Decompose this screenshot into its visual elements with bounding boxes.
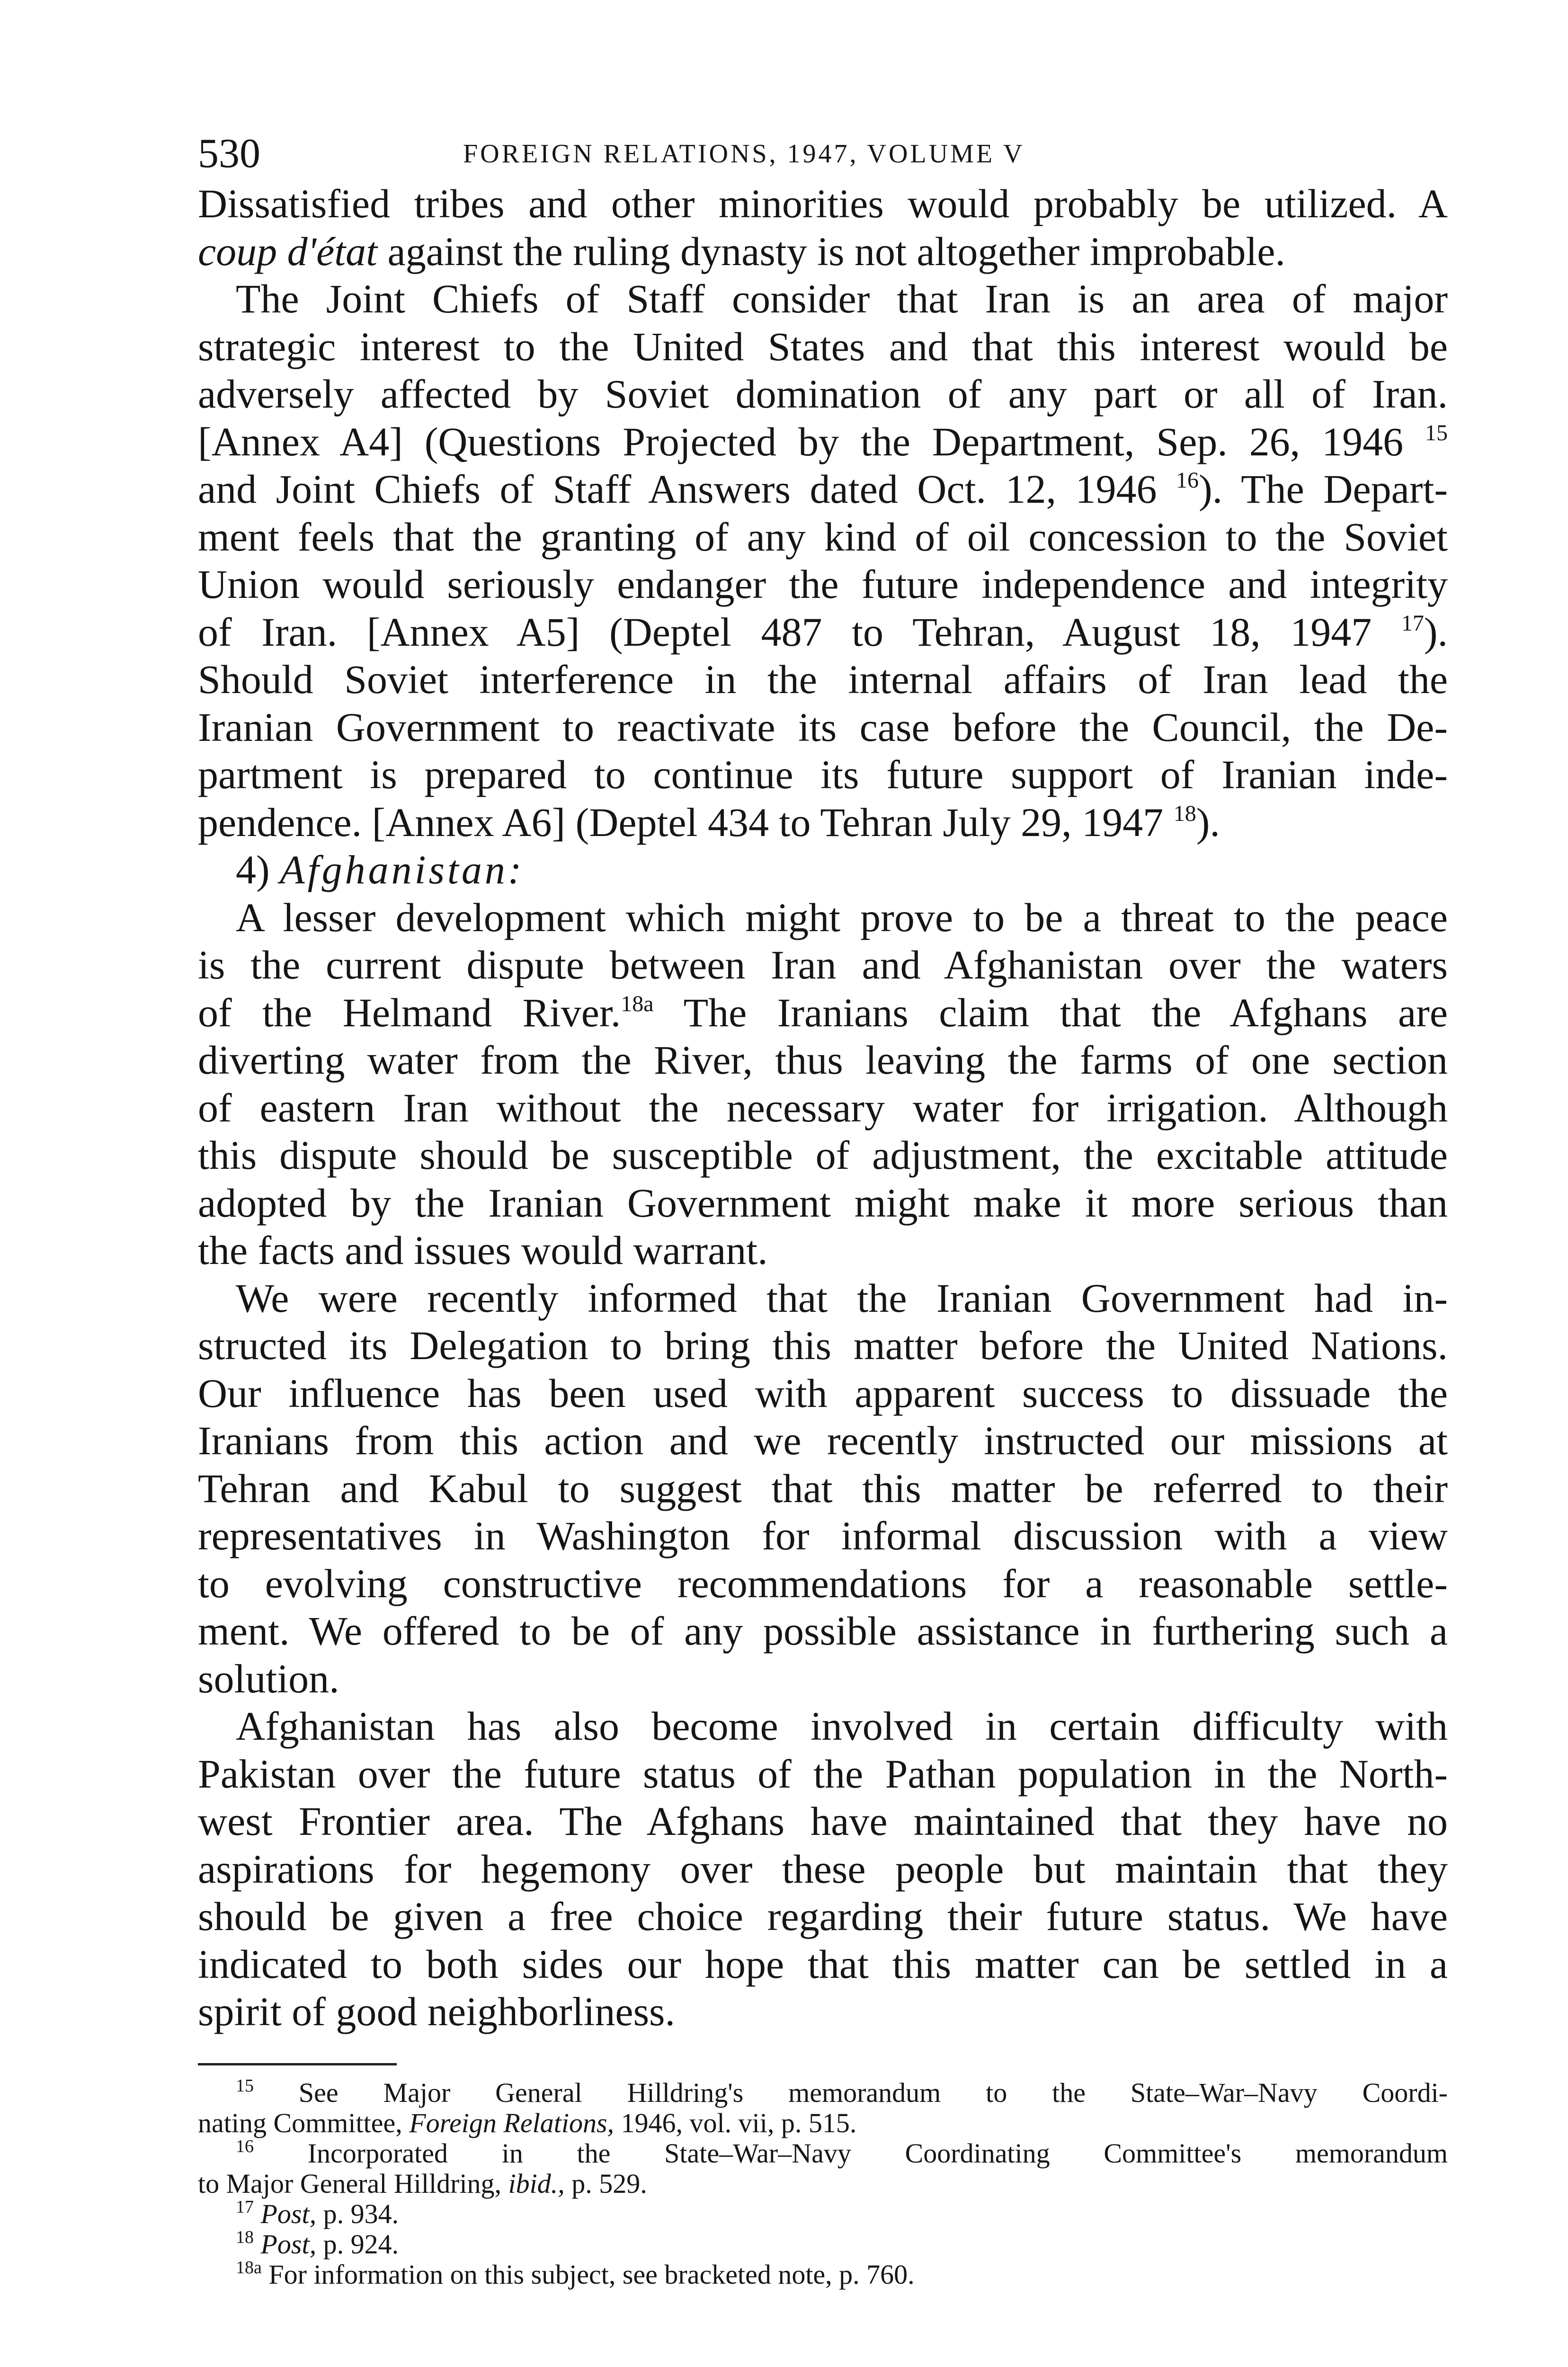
text-line: ment feels that the granting of any kind of oil concession to the Soviet [198, 514, 1448, 560]
text-span: of Iran. [Annex A5] (Deptel 487 to Tehran, August 18, 1947 [198, 609, 1372, 655]
text-span: ). The Depart- [1199, 466, 1448, 512]
footnote-text: p. 924. [316, 2228, 399, 2260]
footnote-ref: 15 [1425, 420, 1448, 445]
text-line: solution. [198, 1655, 339, 1701]
text-line: partment is prepared to continue its future support of Iranian inde- [198, 752, 1448, 797]
footnote-17 [198, 2199, 1448, 2229]
footnote-italic: Foreign Relations, [409, 2107, 615, 2138]
text-line: A lesser development which might prove to be a threat to the peace [236, 894, 1448, 940]
footnote-text: p. 529. [564, 2168, 647, 2199]
paragraph-tribes [198, 180, 1448, 275]
text-line: diverting water from the River, thus leaving the farms of one section [198, 1037, 1448, 1083]
text-line: Should Soviet interference in the internal affairs of Iran lead the [198, 657, 1448, 702]
body-text [198, 180, 1448, 2036]
text-span: of the Helmand River. [198, 989, 621, 1035]
text-line: this dispute should be susceptible of adjustment, the excitable attitude [198, 1132, 1448, 1178]
text-line: Union would seriously endanger the future independence and integrity [198, 561, 1448, 607]
footnote-text: to Major General Hilldring, [198, 2168, 508, 2199]
footnote-18 [198, 2229, 1448, 2260]
footnote-line [198, 2075, 1448, 2108]
footnote-16 [198, 2138, 1448, 2199]
section-heading-afghanistan [198, 846, 1448, 894]
document-page [198, 128, 1448, 2290]
page-header [198, 128, 1448, 180]
footnote-text: 1946, vol. vii, p. 515. [614, 2107, 857, 2138]
text-line: Pakistan over the future status of the Pathan population in the North- [198, 1751, 1448, 1797]
footnote-text: nating Committee, [198, 2107, 410, 2138]
text-line: strategic interest to the United States and that this interest would be [198, 323, 1448, 369]
page-number: 530 [198, 131, 260, 177]
text-line: is the current dispute between Iran and Afghanistan over the waters [198, 942, 1448, 988]
text-line [198, 228, 1448, 276]
text-line: west Frontier area. The Afghans have maintained that they have no [198, 1798, 1448, 1844]
footnote-mark: 17 [236, 2197, 254, 2217]
text-span: [Annex A4] (Questions Projected by the Department, Sep. 26, 1946 [198, 418, 1404, 464]
text-line [198, 418, 1448, 466]
footnote-ref: 17 [1401, 610, 1424, 636]
text-line: We were recently informed that the Iranian Government had in- [236, 1275, 1448, 1321]
paragraph-joint-chiefs [198, 275, 1448, 846]
footnote-line [198, 2108, 1448, 2138]
text-line [198, 989, 1448, 1037]
text-line: adversely affected by Soviet domination of any part or all of Iran. [198, 371, 1448, 417]
footnote-line [198, 2169, 1448, 2199]
footnote-mark: 18a [236, 2257, 262, 2278]
footnote-line [198, 2257, 1448, 2290]
text-line: the facts and issues would warrant. [198, 1228, 768, 1273]
paragraph-helmand [198, 894, 1448, 1274]
text-line: Iranian Government to reactivate its case before the Council, the De- [198, 704, 1448, 750]
text-line [198, 608, 1448, 656]
text-span: The Iranians claim that the Afghans are [653, 989, 1448, 1035]
text-span: pendence. [Annex A6] (Deptel 434 to Tehran July 29, 1947 [198, 799, 1164, 845]
footnote-18a [198, 2257, 1448, 2290]
text-line: Iranians from this action and we recently instructed our missions at [198, 1418, 1448, 1463]
text-line: of eastern Iran without the necessary water for irrigation. Although [198, 1085, 1448, 1130]
footnote-mark: 15 [236, 2075, 254, 2096]
footnote-ref: 18a [621, 991, 654, 1016]
footnote-ref: 18 [1173, 801, 1196, 826]
text-line [198, 799, 1448, 846]
italic-phrase: coup d'état [198, 228, 378, 274]
text-line [198, 465, 1448, 513]
footnote-mark: 16 [236, 2136, 254, 2156]
text-line: should be given a free choice regarding their future status. We have [198, 1894, 1448, 1939]
text-line: aspirations for hegemony over these people but maintain that they [198, 1846, 1448, 1892]
footnote-text: p. 934. [316, 2198, 399, 2229]
footnotes [198, 2075, 1448, 2290]
running-head: FOREIGN RELATIONS, 1947, VOLUME V [463, 139, 1025, 169]
footnote-text: For information on this subject, see bracketed note, p. 760. [261, 2259, 915, 2290]
text-line: to evolving constructive recommendations for a reasonable settle- [198, 1560, 1448, 1606]
text-span: against the ruling dynasty is not altogether improbable. [377, 228, 1285, 274]
text-line: ment. We offered to be of any possible assistance in furthering such a [198, 1608, 1448, 1654]
text-line: structed its Delegation to bring this matter before the United Nations. [198, 1323, 1448, 1368]
text-span: and Joint Chiefs of Staff Answers dated Oct. 12, 1946 [198, 466, 1157, 512]
text-line: Tehran and Kabul to suggest that this matter be referred to their [198, 1465, 1448, 1511]
text-line [198, 846, 1448, 894]
text-line: representatives in Washington for informal discussion with a view [198, 1513, 1448, 1558]
text-line: indicated to both sides our hope that this matter can be settled in a [198, 1941, 1448, 1987]
text-line: spirit of good neighborliness. [198, 1989, 676, 2034]
text-line: Afghanistan has also become involved in certain difficulty with [236, 1703, 1448, 1749]
footnote-line [198, 2229, 1448, 2260]
footnote-mark: 18 [236, 2227, 254, 2247]
footnote-italic: ibid., [508, 2168, 565, 2199]
text-span: ). [1424, 609, 1448, 655]
text-line: Our influence has been used with apparent success to dissuade the [198, 1370, 1448, 1416]
text-line: adopted by the Iranian Government might make it more serious than [198, 1180, 1448, 1226]
footnote-text: Incorporated in the State–War–Navy Coordinating Committee's memorandum [254, 2137, 1448, 2169]
footnote-ref: 16 [1176, 468, 1199, 493]
footnote-line [198, 2199, 1448, 2229]
paragraph-pakistan [198, 1702, 1448, 2036]
text-line: The Joint Chiefs of Staff consider that Iran is an area of major [236, 276, 1448, 321]
footnote-text: See Major General Hilldring's memorandum to the State–War–Navy Coordi- [254, 2077, 1448, 2108]
text-span: ). [1196, 799, 1220, 845]
section-number: 4) [236, 847, 270, 892]
text-line: Dissatisfied tribes and other minorities would probably be utilized. A [198, 181, 1448, 226]
footnote-divider [198, 2063, 397, 2065]
footnote-15 [198, 2075, 1448, 2138]
footnote-italic: Post, [254, 2228, 317, 2260]
footnote-italic: Post, [254, 2198, 317, 2229]
footnote-line [198, 2138, 1448, 2169]
section-title: Afghanistan: [280, 847, 525, 892]
paragraph-united-nations [198, 1274, 1448, 1703]
